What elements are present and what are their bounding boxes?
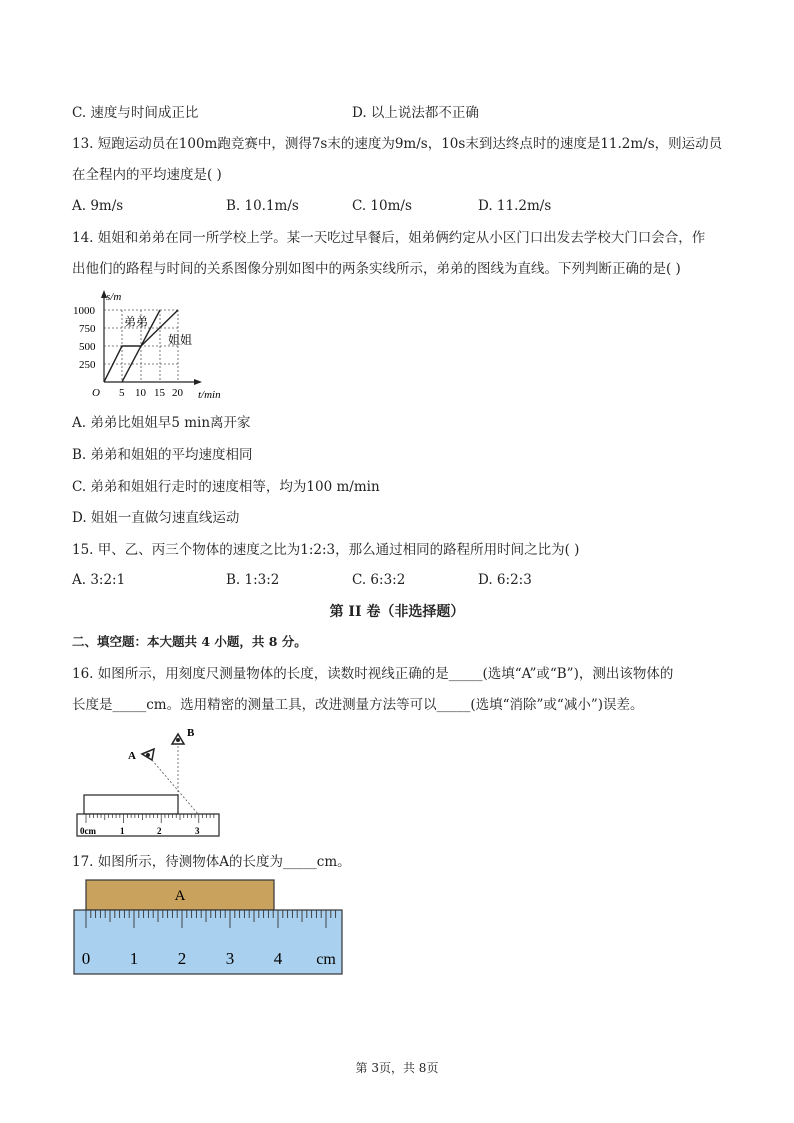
- q13-option-a: A. 9m/s: [72, 198, 124, 214]
- eye-a-label: A: [128, 750, 136, 762]
- ruler-label-0: 0: [81, 949, 91, 968]
- x-axis-label: t/min: [198, 389, 221, 400]
- q14-option-d: D. 姐姐一直做匀速直线运动: [72, 510, 240, 526]
- q14-option-b: B. 弟弟和姐姐的平均速度相同: [72, 447, 253, 463]
- section-title: 第 II 卷（非选择题）: [329, 604, 465, 620]
- q13-option-d: D. 11.2m/s: [478, 198, 552, 214]
- q13-stem-line1: 13. 短跑运动员在100m跑竞赛中，测得7s末的速度为9m/s，10s末到达终点时的速度是11.2m/s，则运动员: [72, 136, 723, 152]
- q14-option-c: C. 弟弟和姐姐行走时的速度相等，均为100 m/min: [72, 479, 380, 495]
- q15-option-a: A. 3:2:1: [72, 572, 126, 588]
- measured-object: [84, 795, 178, 814]
- ruler-label-3: 3: [225, 949, 235, 968]
- q15-option-c: C. 6:3:2: [352, 572, 406, 588]
- ruler-label-2: 2: [157, 826, 162, 836]
- x-tick-5: 5: [119, 387, 125, 399]
- x-tick-15: 15: [154, 387, 165, 399]
- y-tick-500: 500: [79, 341, 96, 353]
- eye-b-pupil: [176, 738, 180, 742]
- y-tick-250: 250: [79, 359, 96, 371]
- q16-stem-line1: 16. 如图所示，用刻度尺测量物体的长度，读数时视线正确的是_____(选填“A”或“B”)，测出该物体的: [72, 666, 674, 682]
- q14-stem-line2: 出他们的路程与时间的关系图像分别如图中的两条实线所示，弟弟的图线为直线。下列判断正确的是( ): [72, 261, 681, 277]
- q13-stem-line2: 在全程内的平均速度是( ): [72, 167, 222, 183]
- object-a-label: A: [174, 888, 186, 904]
- q15-option-d: D. 6:2:3: [478, 572, 532, 588]
- x-tick-10: 10: [135, 387, 146, 399]
- x-tick-20: 20: [172, 387, 183, 399]
- y-tick-1000: 1000: [73, 305, 95, 317]
- eye-b-label: B: [187, 727, 195, 739]
- q14-option-a: A. 弟弟比姐姐早5 min离开家: [72, 415, 251, 431]
- ruler-label-3: 3: [195, 826, 200, 836]
- q16-ruler-figure: [74, 722, 224, 840]
- page-footer: 第 3页，共 8页: [355, 1061, 439, 1075]
- y-tick-750: 750: [79, 323, 96, 335]
- part2-heading: 二、填空题：本大题共 4 小题，共 8 分。: [72, 634, 307, 649]
- brother-label: 弟弟: [124, 315, 149, 329]
- y-axis-label: s/m: [106, 291, 122, 303]
- q14-stem-line1: 14. 姐姐和弟弟在同一所学校上学。某一天吃过早餐后，姐弟俩约定从小区门口出发去学校大门口会合，作: [72, 230, 706, 246]
- q17-ruler-figure: [72, 876, 348, 978]
- sister-label: 姐姐: [168, 333, 193, 347]
- ruler-label-1: 1: [129, 949, 139, 968]
- eye-a-pupil: [146, 753, 150, 757]
- ruler-label-0cm: 0cm: [80, 826, 96, 836]
- q16-stem-line2: 长度是_____cm。选用精密的测量工具，改进测量方法等可以_____(选填“消除”或“减小”)误差。: [72, 697, 644, 713]
- ruler-label-2: 2: [177, 949, 187, 968]
- q15-stem: 15. 甲、乙、丙三个物体的速度之比为1:2:3，那么通过相同的路程所用时间之比为( ): [72, 542, 580, 558]
- origin-label: O: [92, 387, 100, 399]
- q13-option-b: B. 10.1m/s: [226, 198, 299, 214]
- q17-stem: 17. 如图所示，待测物体A的长度为_____cm。: [72, 854, 351, 870]
- q13-option-c: C. 10m/s: [352, 198, 412, 214]
- ruler-label-4: 4: [273, 949, 283, 968]
- ruler-label-1: 1: [120, 826, 125, 836]
- q12-option-d: D. 以上说法都不正确: [352, 105, 479, 121]
- q14-distance-time-graph: [70, 288, 240, 400]
- x-axis-arrow: [194, 379, 202, 385]
- q15-option-b: B. 1:3:2: [226, 572, 280, 588]
- ruler-unit-label: cm: [316, 951, 336, 968]
- q12-option-c: C. 速度与时间成正比: [72, 105, 199, 121]
